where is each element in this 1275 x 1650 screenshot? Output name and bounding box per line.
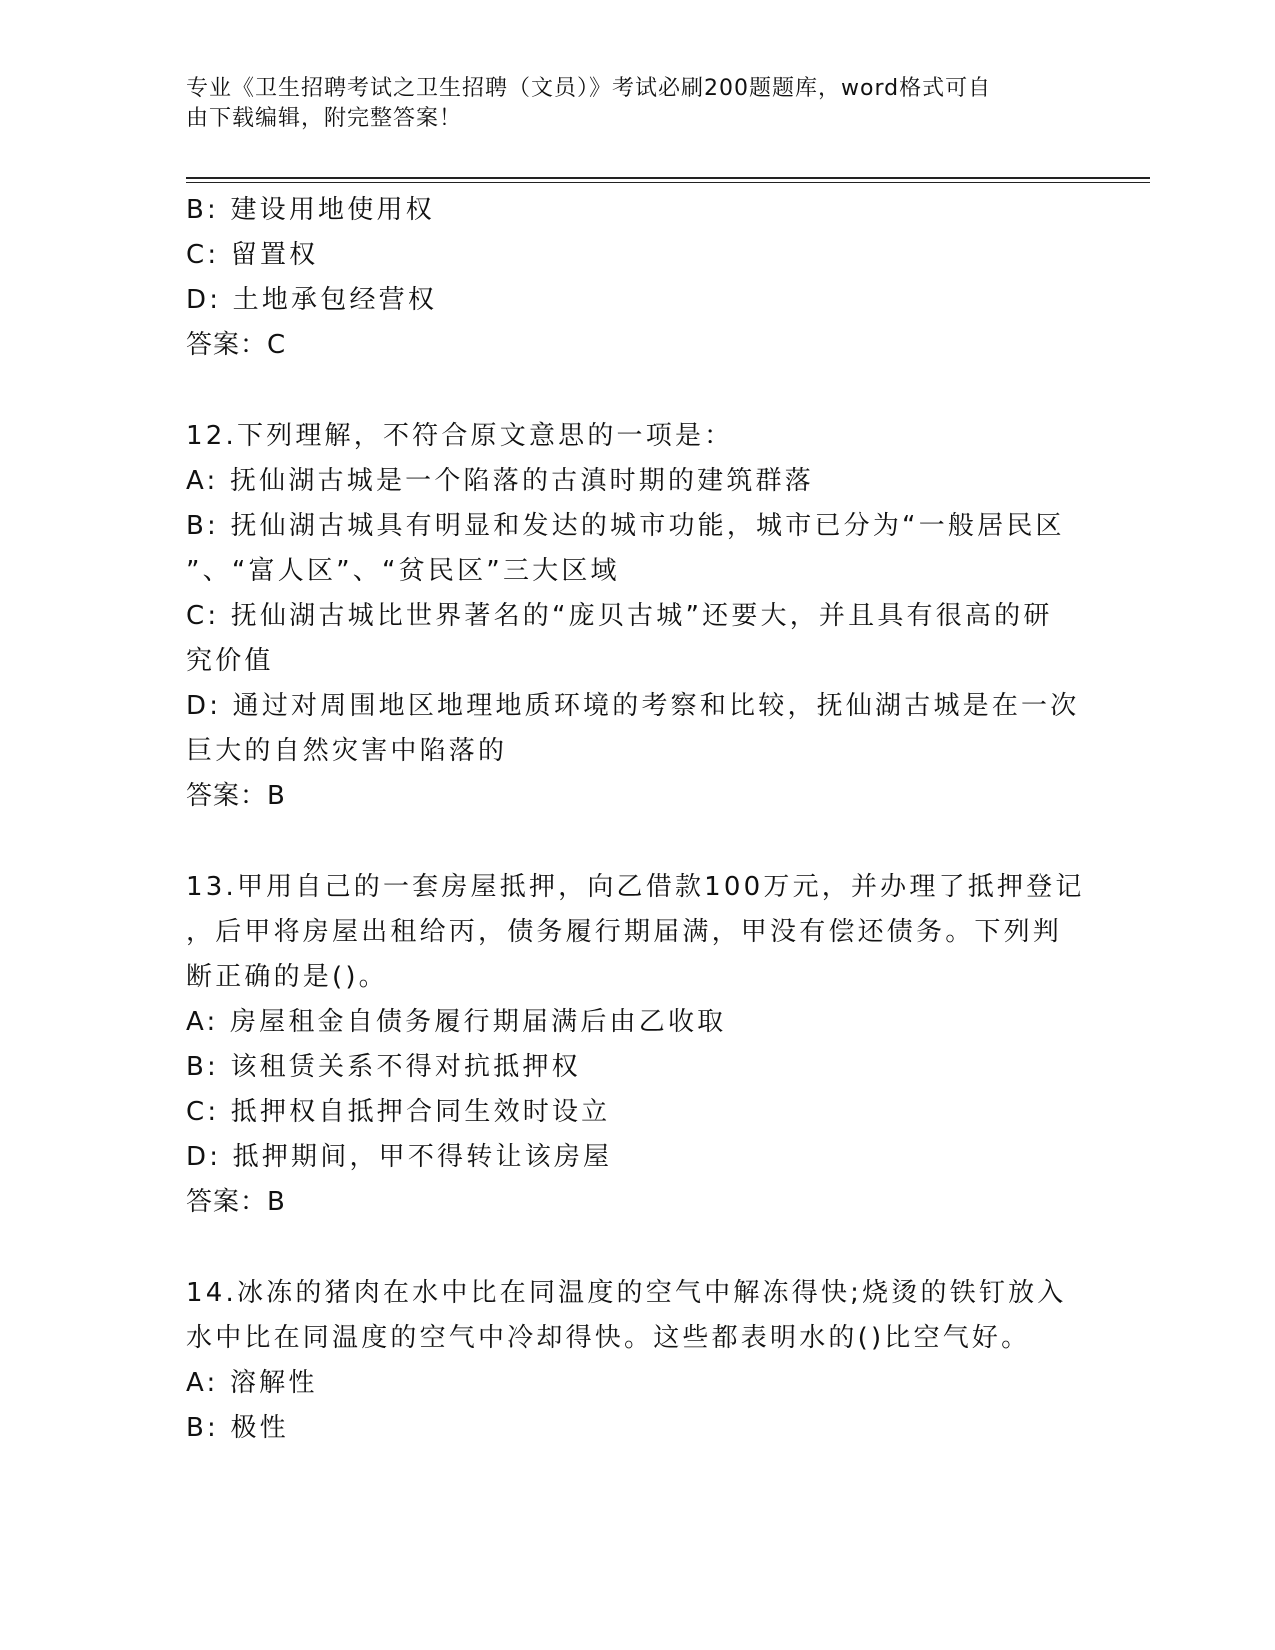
question-stem-continued: ，后甲将房屋出租给丙，债务履行期届满，甲没有偿还债务。下列判 bbox=[186, 917, 1063, 947]
question-stem: 12.下列理解，不符合原文意思的一项是： bbox=[186, 421, 734, 451]
option-a: A: 溶解性 bbox=[186, 1368, 318, 1398]
question-stem-continued: 水中比在同温度的空气中冷却得快。这些都表明水的()比空气好。 bbox=[186, 1323, 1031, 1353]
option-b: B: 抚仙湖古城具有明显和发达的城市功能，城市已分为“一般居民区 bbox=[186, 511, 1065, 541]
answer-line: 答案：B bbox=[186, 1187, 286, 1217]
option-a: A: 房屋租金自债务履行期届满后由乙收取 bbox=[186, 1007, 727, 1037]
question-12 bbox=[186, 414, 1080, 819]
question-stem: 13.甲用自己的一套房屋抵押，向乙借款100万元，并办理了抵押登记 bbox=[186, 872, 1085, 902]
answer-line: 答案：C bbox=[186, 330, 287, 360]
option-b: B: 该租赁关系不得对抗抵押权 bbox=[186, 1052, 581, 1082]
document-header bbox=[186, 74, 1086, 134]
option-b: B: 极性 bbox=[186, 1413, 289, 1443]
question-14 bbox=[186, 1271, 1076, 1451]
header-line-2: 由下载编辑，附完整答案！ bbox=[186, 106, 463, 131]
option-d: D: 抵押期间，甲不得转让该房屋 bbox=[186, 1142, 613, 1172]
question-13 bbox=[186, 865, 1085, 1225]
option-a: A: 抚仙湖古城是一个陷落的古滇时期的建筑群落 bbox=[186, 466, 814, 496]
option-b: B: 建设用地使用权 bbox=[186, 195, 435, 225]
question-stem: 14.冰冻的猪肉在水中比在同温度的空气中解冻得快;烧烫的铁钉放入 bbox=[186, 1278, 1067, 1308]
option-c: C: 留置权 bbox=[186, 240, 319, 270]
option-d: D: 通过对周围地区地理地质环境的考察和比较，抚仙湖古城是在一次 bbox=[186, 691, 1080, 721]
question-spacer bbox=[186, 1225, 1076, 1271]
option-d: D: 土地承包经营权 bbox=[186, 285, 438, 315]
question-11-tail bbox=[186, 188, 1076, 368]
option-d-continued: 巨大的自然灾害中陷落的 bbox=[186, 736, 508, 766]
question-spacer bbox=[186, 368, 1076, 414]
option-b-continued: ”、“富人区”、“贫民区”三大区域 bbox=[186, 556, 620, 586]
question-stem-continued: 断正确的是()。 bbox=[186, 962, 388, 992]
option-c: C: 抚仙湖古城比世界著名的“庞贝古城”还要大，并且具有很高的研 bbox=[186, 601, 1053, 631]
question-spacer bbox=[186, 819, 1076, 865]
header-divider-thick bbox=[186, 177, 1150, 179]
header-divider-thin bbox=[186, 182, 1150, 183]
option-c-continued: 究价值 bbox=[186, 646, 274, 676]
answer-line: 答案：B bbox=[186, 781, 286, 811]
header-line-1: 专业《卫生招聘考试之卫生招聘（文员）》考试必刷200题题库，word格式可自 bbox=[186, 76, 992, 101]
document-body bbox=[186, 188, 1085, 1451]
option-c: C: 抵押权自抵押合同生效时设立 bbox=[186, 1097, 611, 1127]
